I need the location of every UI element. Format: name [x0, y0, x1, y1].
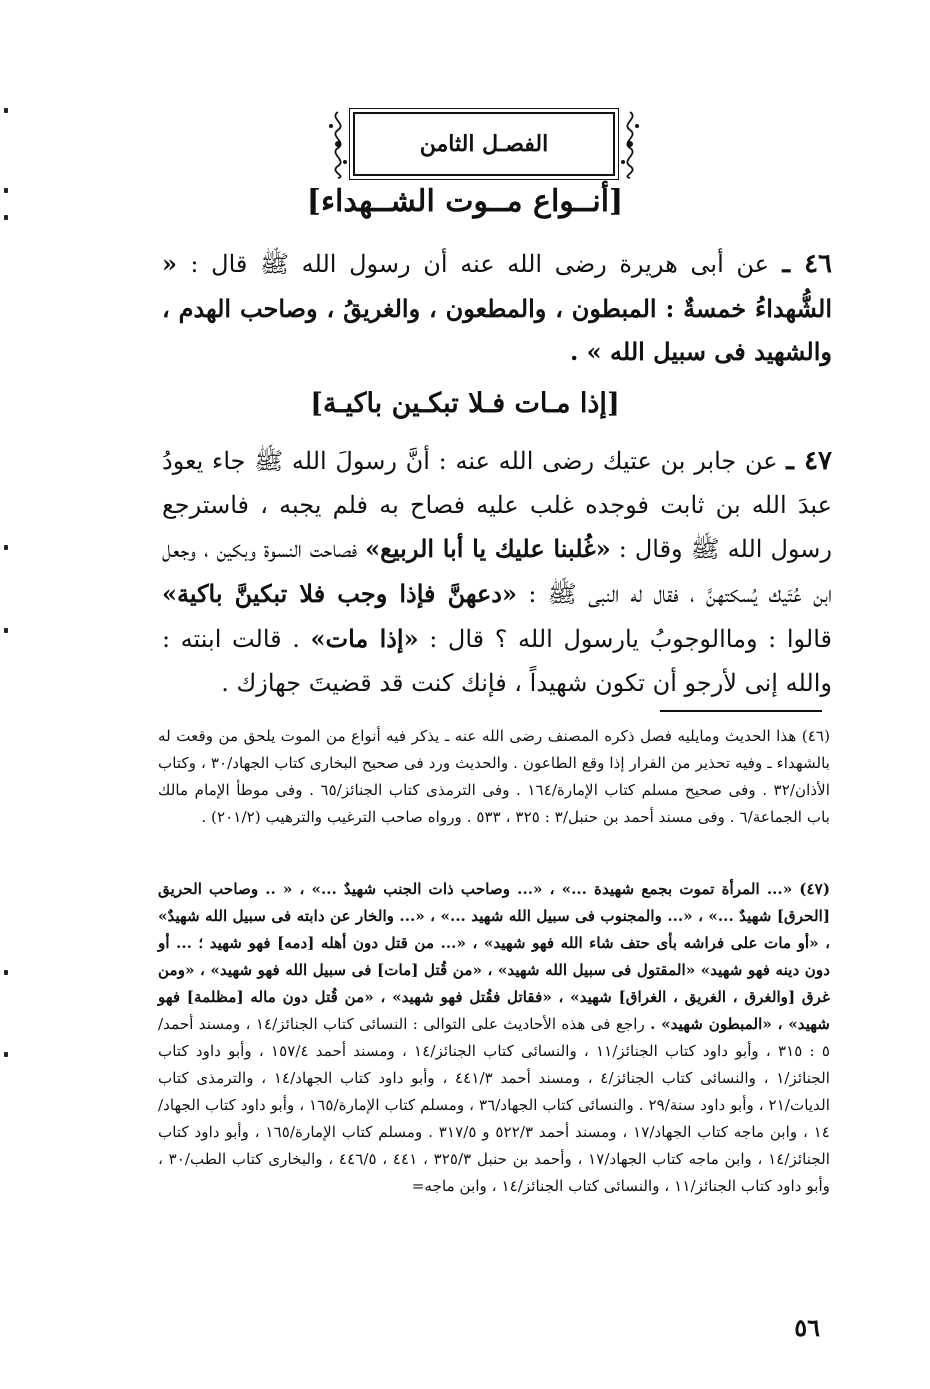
hadith-number: ٤٧ ـ [786, 446, 832, 476]
hadith-quote: «دعهنَّ فإذا وجب فلا تبكينَّ باكية» [162, 579, 517, 609]
chapter-box [353, 112, 615, 176]
scan-speck [4, 970, 8, 975]
footnote-references: راجع فى هذه الأحاديث على التوالى : النسائى كتاب الجنائز/١٤ ، ومسند أحمد/٥ : ٣١٥ ، وأبو داود كتاب الجنائز/١١ ، والنسائى كتاب الجنائز/١٤ ، ومسند أحمد ١٥٧/٤ ، وأبو داود كتاب الجنائز/١ ، والنسائى كتاب الجنائز/٤ ، ومسند أحمد ٤٤١/٣ ، وأبو داود كتاب الجهاد/١٤ ، والترمذى كتاب الديات/٢١ ، وأبو داود سنة/٢٩ . والنسائى كتاب الجهاد/٣٦ ، ومسلم كتاب الإمارة/١٦٥ ، وأبو داود كتاب الجهاد/١٤ ، وابن ماجه كتاب الجهاد/١٧ ، ومسند أحمد ٥٢٢/٣ و ٣١٧/٥ . ومسلم كتاب الإمارة/١٦٥ ، وأبو داود كتاب الجنائز/١٤ ، وابن ماجه كتاب الجهاد/١٧ ، وأحمد بن حنبل ٣٢٥/٣ ، ٤٤١ ، ٤٤٦/٥ ، والبخارى كتاب الطب/٣٠ ، وأبو داود كتاب الجنائز/١١ ، والنسائى كتاب الجنائز/١٤ ، وابن ماجه= [158, 1015, 830, 1195]
section-heading-weeping: [إذا مـات فـلا تبكـين باكيـة] [310, 388, 620, 419]
scan-speck [4, 108, 8, 113]
hadith-text: . قالت ابنته : والله إنى لأرجو أن تكون شهيداً ، فإنك كنت قد قضيتَ جهازك . [162, 624, 832, 697]
hadith-text: فصاحت النسوة وبكين ، وجعل ابن عُتَيك يُسكتهنَّ ، فقال له النبى ﷺ : [162, 535, 832, 609]
page-number: ٥٦ [794, 1313, 820, 1342]
ornament-right-icon [617, 108, 643, 180]
hadith-quote: «غُلبنا عليك يا أبا الربيع» [365, 534, 611, 564]
hadith-text: قالوا : وماالوجوبُ يارسول الله ؟ قال : [418, 624, 833, 653]
footnote-46: (٤٦) هذا الحديث ومايليه فصل ذكره المصنف رضى الله عنه ـ يذكر فيه أنواع من الموت يلحق من وقعت له بالشهداء ـ وفيه تحذير من الفرار إذا وقع الطاعون . والحديث ورد فى صحيح البخارى كتاب الجهاد/٣٠ ، وكتاب الأذان/٣٢ . وفى صحيح مسلم كتاب الإمارة/١٦٤ . وفى الترمذى كتاب الجنائز/٦٥ . وفى موطأ الإمام مالك باب الجماعة/٦ . وفى مسند أحمد بن حنبل/٣ : ٣٢٥ ، ٥٣٣ . ورواه صاحب الترغيب والترهيب (٢٠١/٢) . [158, 727, 830, 826]
scan-speck [4, 628, 8, 633]
hadith-number: ٤٦ ـ [782, 249, 833, 279]
footnote-hadith-list: (٤٧) «... المرأة تموت بجمع شهيدة ...» ، «... وصاحب ذات الجنب شهيدٌ ...» ، « .. وصاحب الحريق [الحرق] شهيدٌ ...» ، «... والمجنوب فى سبيل الله شهيد ...» ، «... والخار عن دابته فى سبيل الله شهيدٌ» ، «أو مات على فراشه بأى حتف شاء الله فهو شهيد» ، «... من قتل دون أهله [دمه] فهو شهيد ؛ ... أو دون دينه فهو شهيد» «المقتول فى سبيل الله شهيد» ، «من قُتل [مات] فى سبيل الله فهو شهيد» ، «ومن غرق [والغرق ، الغريق ، الغراق] شهيد» ، «فقاتل فقُتل فهو شهيد» ، «من قُتل دون ماله [مظلمة] فهو شهيد» ، «المبطون شهيد» . [158, 880, 831, 1033]
chapter-frame [325, 108, 643, 180]
scan-speck [4, 188, 8, 193]
section-heading-deaths: [أنــواع مــوت الشــهداء] [306, 184, 624, 219]
footnote-47 [158, 876, 830, 1200]
hadith-text: عن جابر بن عتيك رضى الله عنه : أنَّ رسولَ الله ﷺ جاء يعودُ عبدَ الله بن ثابت فوجده غلب عليه فصاح به فلم يجبه ، فاسترجع رسول الله ﷺ وقال : [162, 447, 832, 564]
scan-speck [4, 1052, 8, 1057]
footnote-divider [660, 710, 822, 712]
hadith-text: « الشُّهداءُ خمسةٌ : المبطون ، والمطعون ، والغريقُ ، وصاحب الهدم ، والشهيد فى سبيل الله » . [162, 249, 832, 367]
scan-speck [4, 545, 8, 550]
hadith-46 [162, 242, 832, 374]
hadith-intro: عن أبى هريرة رضى الله عنه أن رسول الله ﷺ قال : [190, 250, 769, 278]
chapter-title: الفصـل الثامن [419, 131, 549, 157]
hadith-47 [162, 440, 832, 705]
scan-speck [4, 215, 8, 220]
ornament-left-icon [325, 108, 351, 180]
hadith-quote: «إذا مات» [310, 623, 419, 653]
